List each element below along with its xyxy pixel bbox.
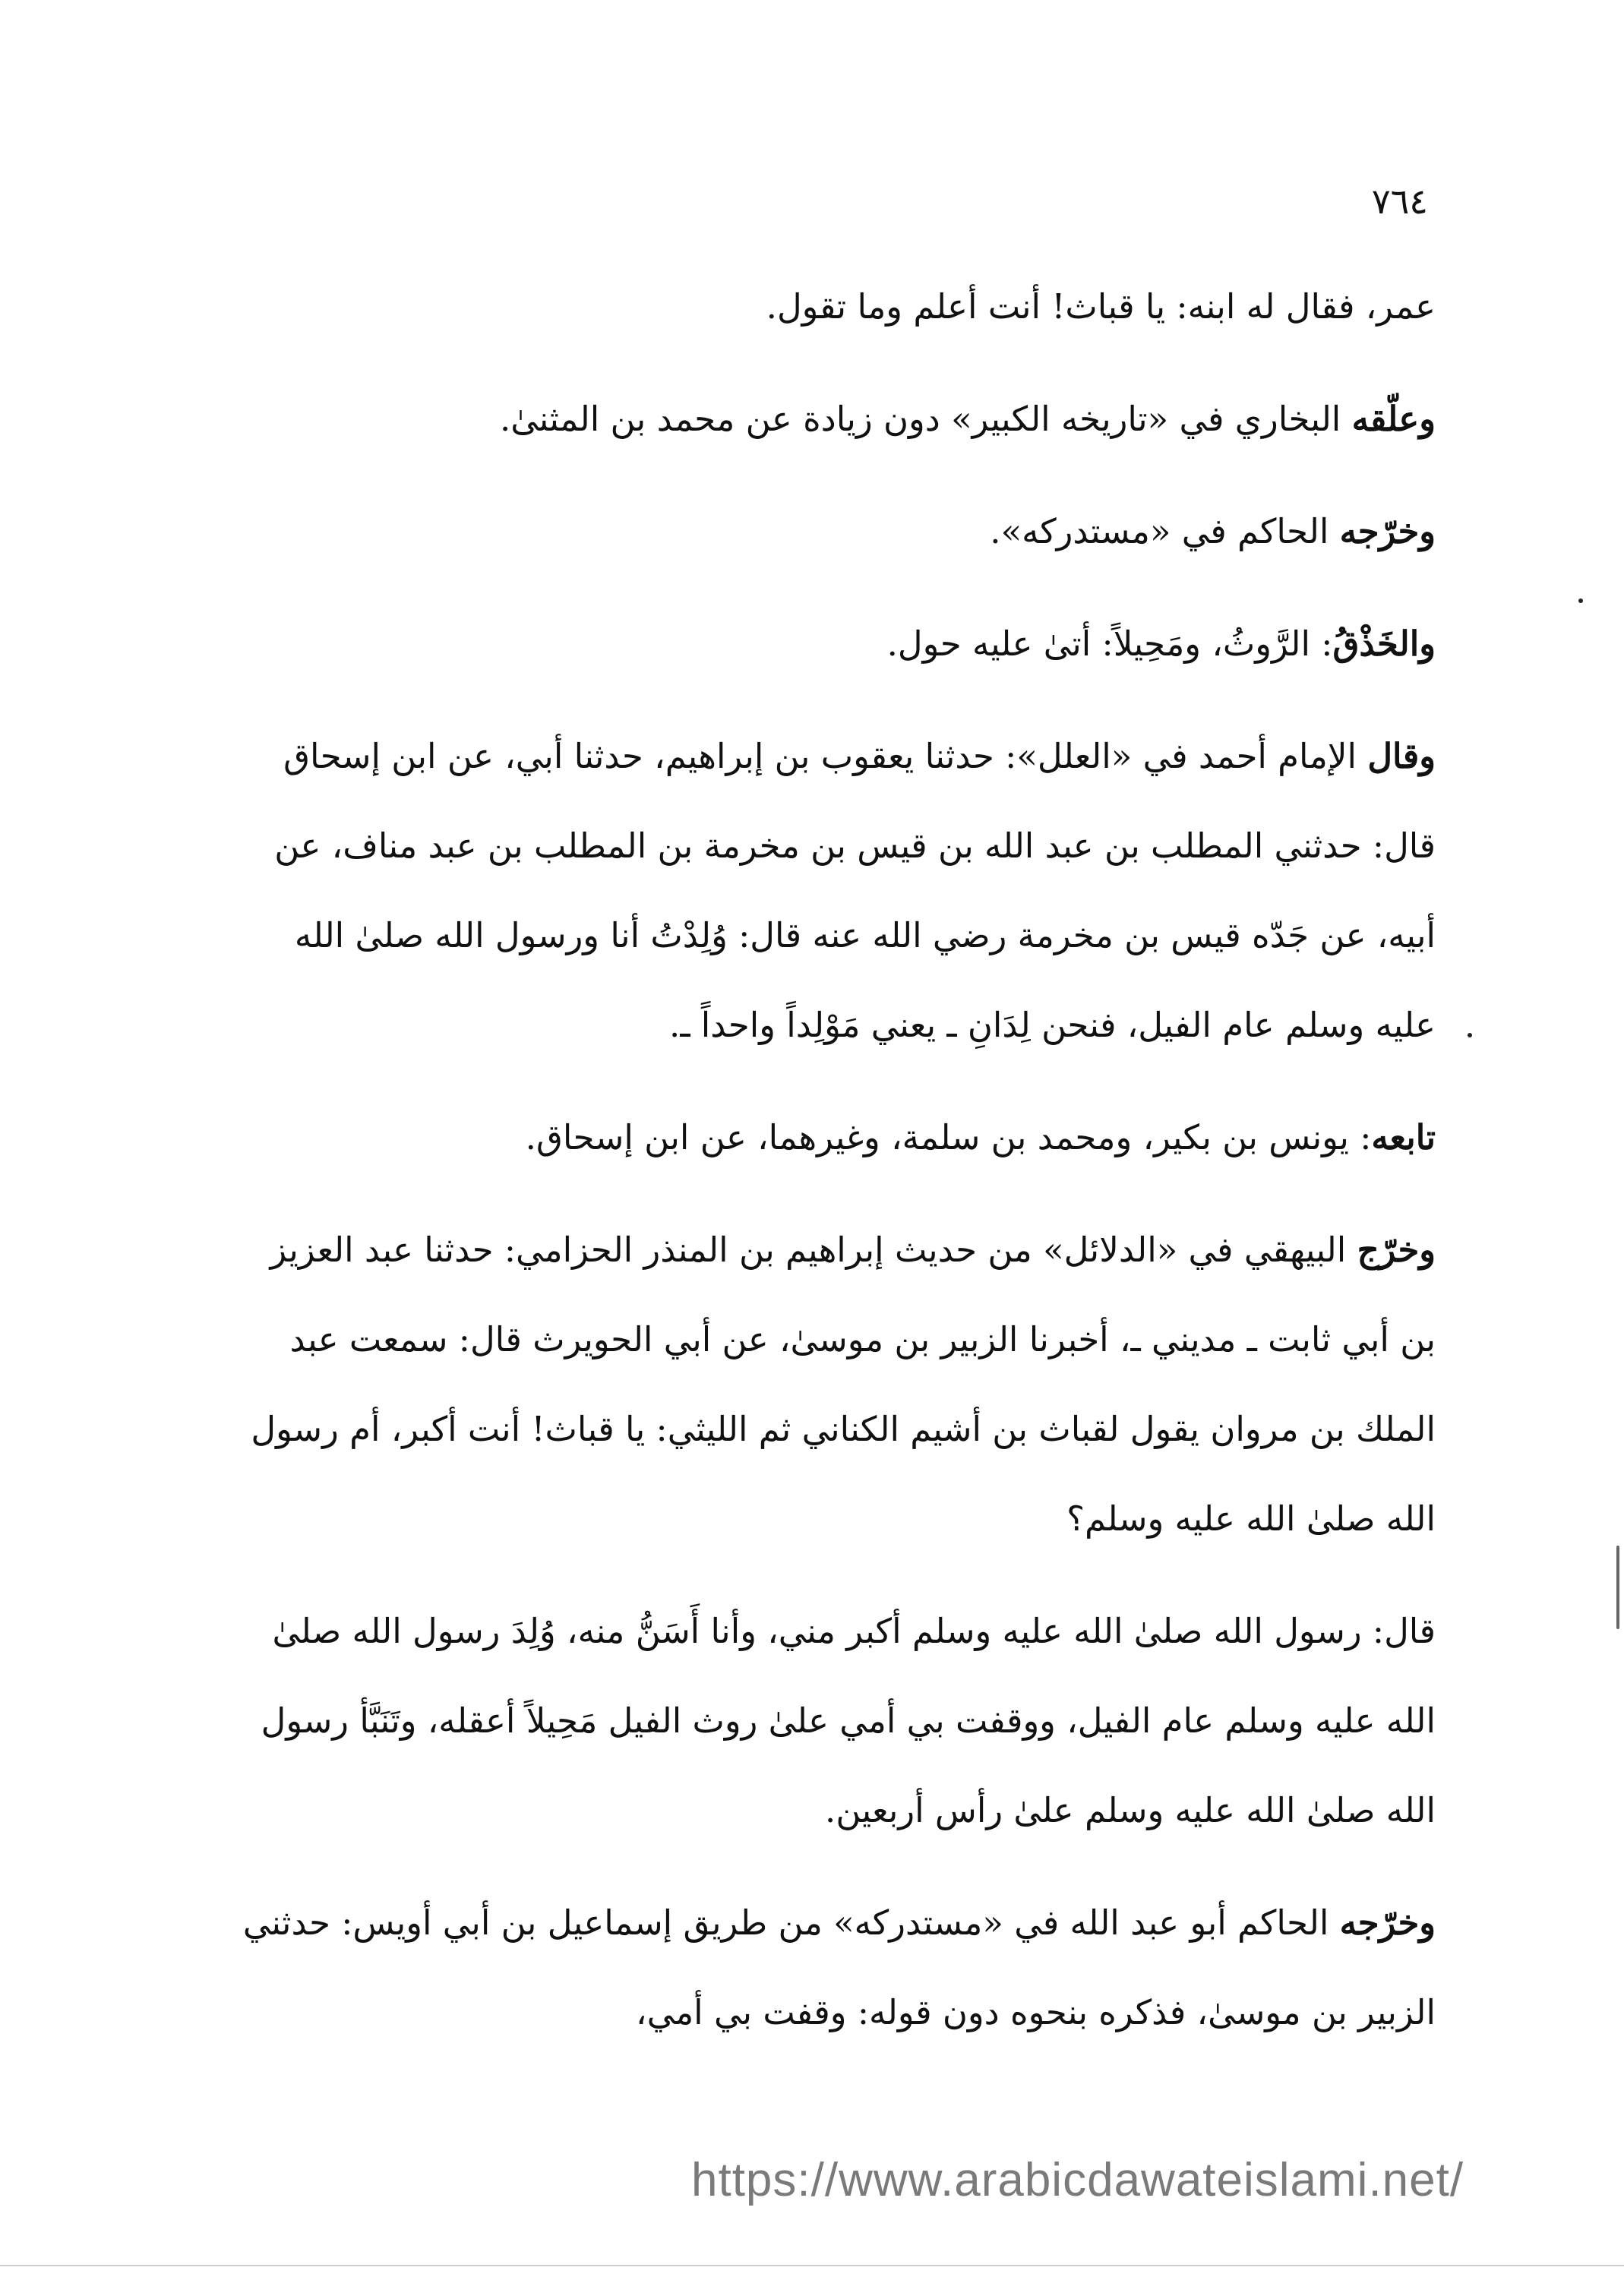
paragraph-text: الإمام أحمد في «العلل»: حدثنا يعقوب بن إبراهيم، حدثنا أبي، عن ابن إسحاق قال: حدثني المطلب بن عبد الله بن قيس بن مخرمة بن المطلب بن عبد مناف، عن أبيه، عن جَدّه قيس بن مخرمة رضي الله عنه قال: وُلِدْتُ أنا ورسول الله صلىٰ الله عليه وسلم عام الفيل، فنحن لِدَانِ ـ يعني مَوْلِداً واحداً ـ. [274,736,1436,1045]
paragraph-lead: والخَذْقُ [1332,624,1436,664]
paragraph-lead: وعلّقه [1351,399,1436,439]
page-number: ٧٦٤ [1371,181,1428,222]
paragraph-lead: وخرّجه [1339,1903,1436,1943]
scan-speck [1578,598,1583,603]
paragraph-4 [234,599,1436,689]
paragraph-lead: وقال [1367,736,1436,776]
scan-edge-mark [1616,1546,1619,1629]
scan-speck [1468,1033,1472,1037]
paragraph-text: البيهقي في «الدلائل» من حديث إبراهيم بن المنذر الحزامي: حدثنا عبد العزيز بن أبي ثابت ـ مديني ـ، أخبرنا الزبير بن موسىٰ، عن أبي الحويرث قال: سمعت عبد الملك بن مروان يقول لقباث بن أشيم الكناني ثم الليثي: يا قباث! أنت أكبر، أم رسول الله صلىٰ الله عليه وسلم؟ [251,1230,1436,1539]
paragraph-lead: وخرّج [1357,1230,1436,1270]
paragraph-6 [234,1093,1436,1183]
paragraph-text: الحاكم أبو عبد الله في «مستدركه» من طريق إسماعيل بن أبي أويس: حدثني الزبير بن موسىٰ، فذكره بنحوه دون قوله: وقفت بي أمي، [242,1903,1436,2032]
paragraph-1 [234,262,1436,352]
paragraph-text: : الرَّوثُ، ومَحِيلاً: أتىٰ عليه حول. [886,624,1333,664]
paragraph-text: الحاكم في «مستدركه». [990,511,1340,551]
paragraph-8 [234,1587,1436,1855]
paragraph-lead: وخرّجه [1339,511,1436,551]
paragraph-text: عمر، فقال له ابنه: يا قباث! أنت أعلم وما تقول. [766,286,1436,327]
paragraph-7 [234,1205,1436,1564]
watermark-url: https://www.arabicdawateislami.net/ [691,2154,1464,2206]
paragraph-9 [234,1878,1436,2057]
scan-bottom-line [0,2265,1624,2266]
paragraph-text: قال: رسول الله صلىٰ الله عليه وسلم أكبر مني، وأنا أَسَنُّ منه، وُلِدَ رسول الله صلىٰ الله عليه وسلم عام الفيل، ووقفت بي أمي علىٰ روث الفيل مَحِيلاً أعقله، وتَنَبَّأ رسول الله صلىٰ الله عليه وسلم علىٰ رأس أربعين. [261,1611,1436,1830]
paragraph-2 [234,374,1436,464]
paragraph-lead: تابعه [1371,1117,1436,1157]
paragraph-text: البخاري في «تاريخه الكبير» دون زيادة عن محمد بن المثنىٰ. [500,399,1352,439]
paragraph-text: : يونس بن بكير، ومحمد بن سلمة، وغيرهما، عن ابن إسحاق. [525,1117,1372,1157]
page-body [234,262,1436,2080]
paragraph-5 [234,712,1436,1070]
paragraph-3 [234,487,1436,576]
